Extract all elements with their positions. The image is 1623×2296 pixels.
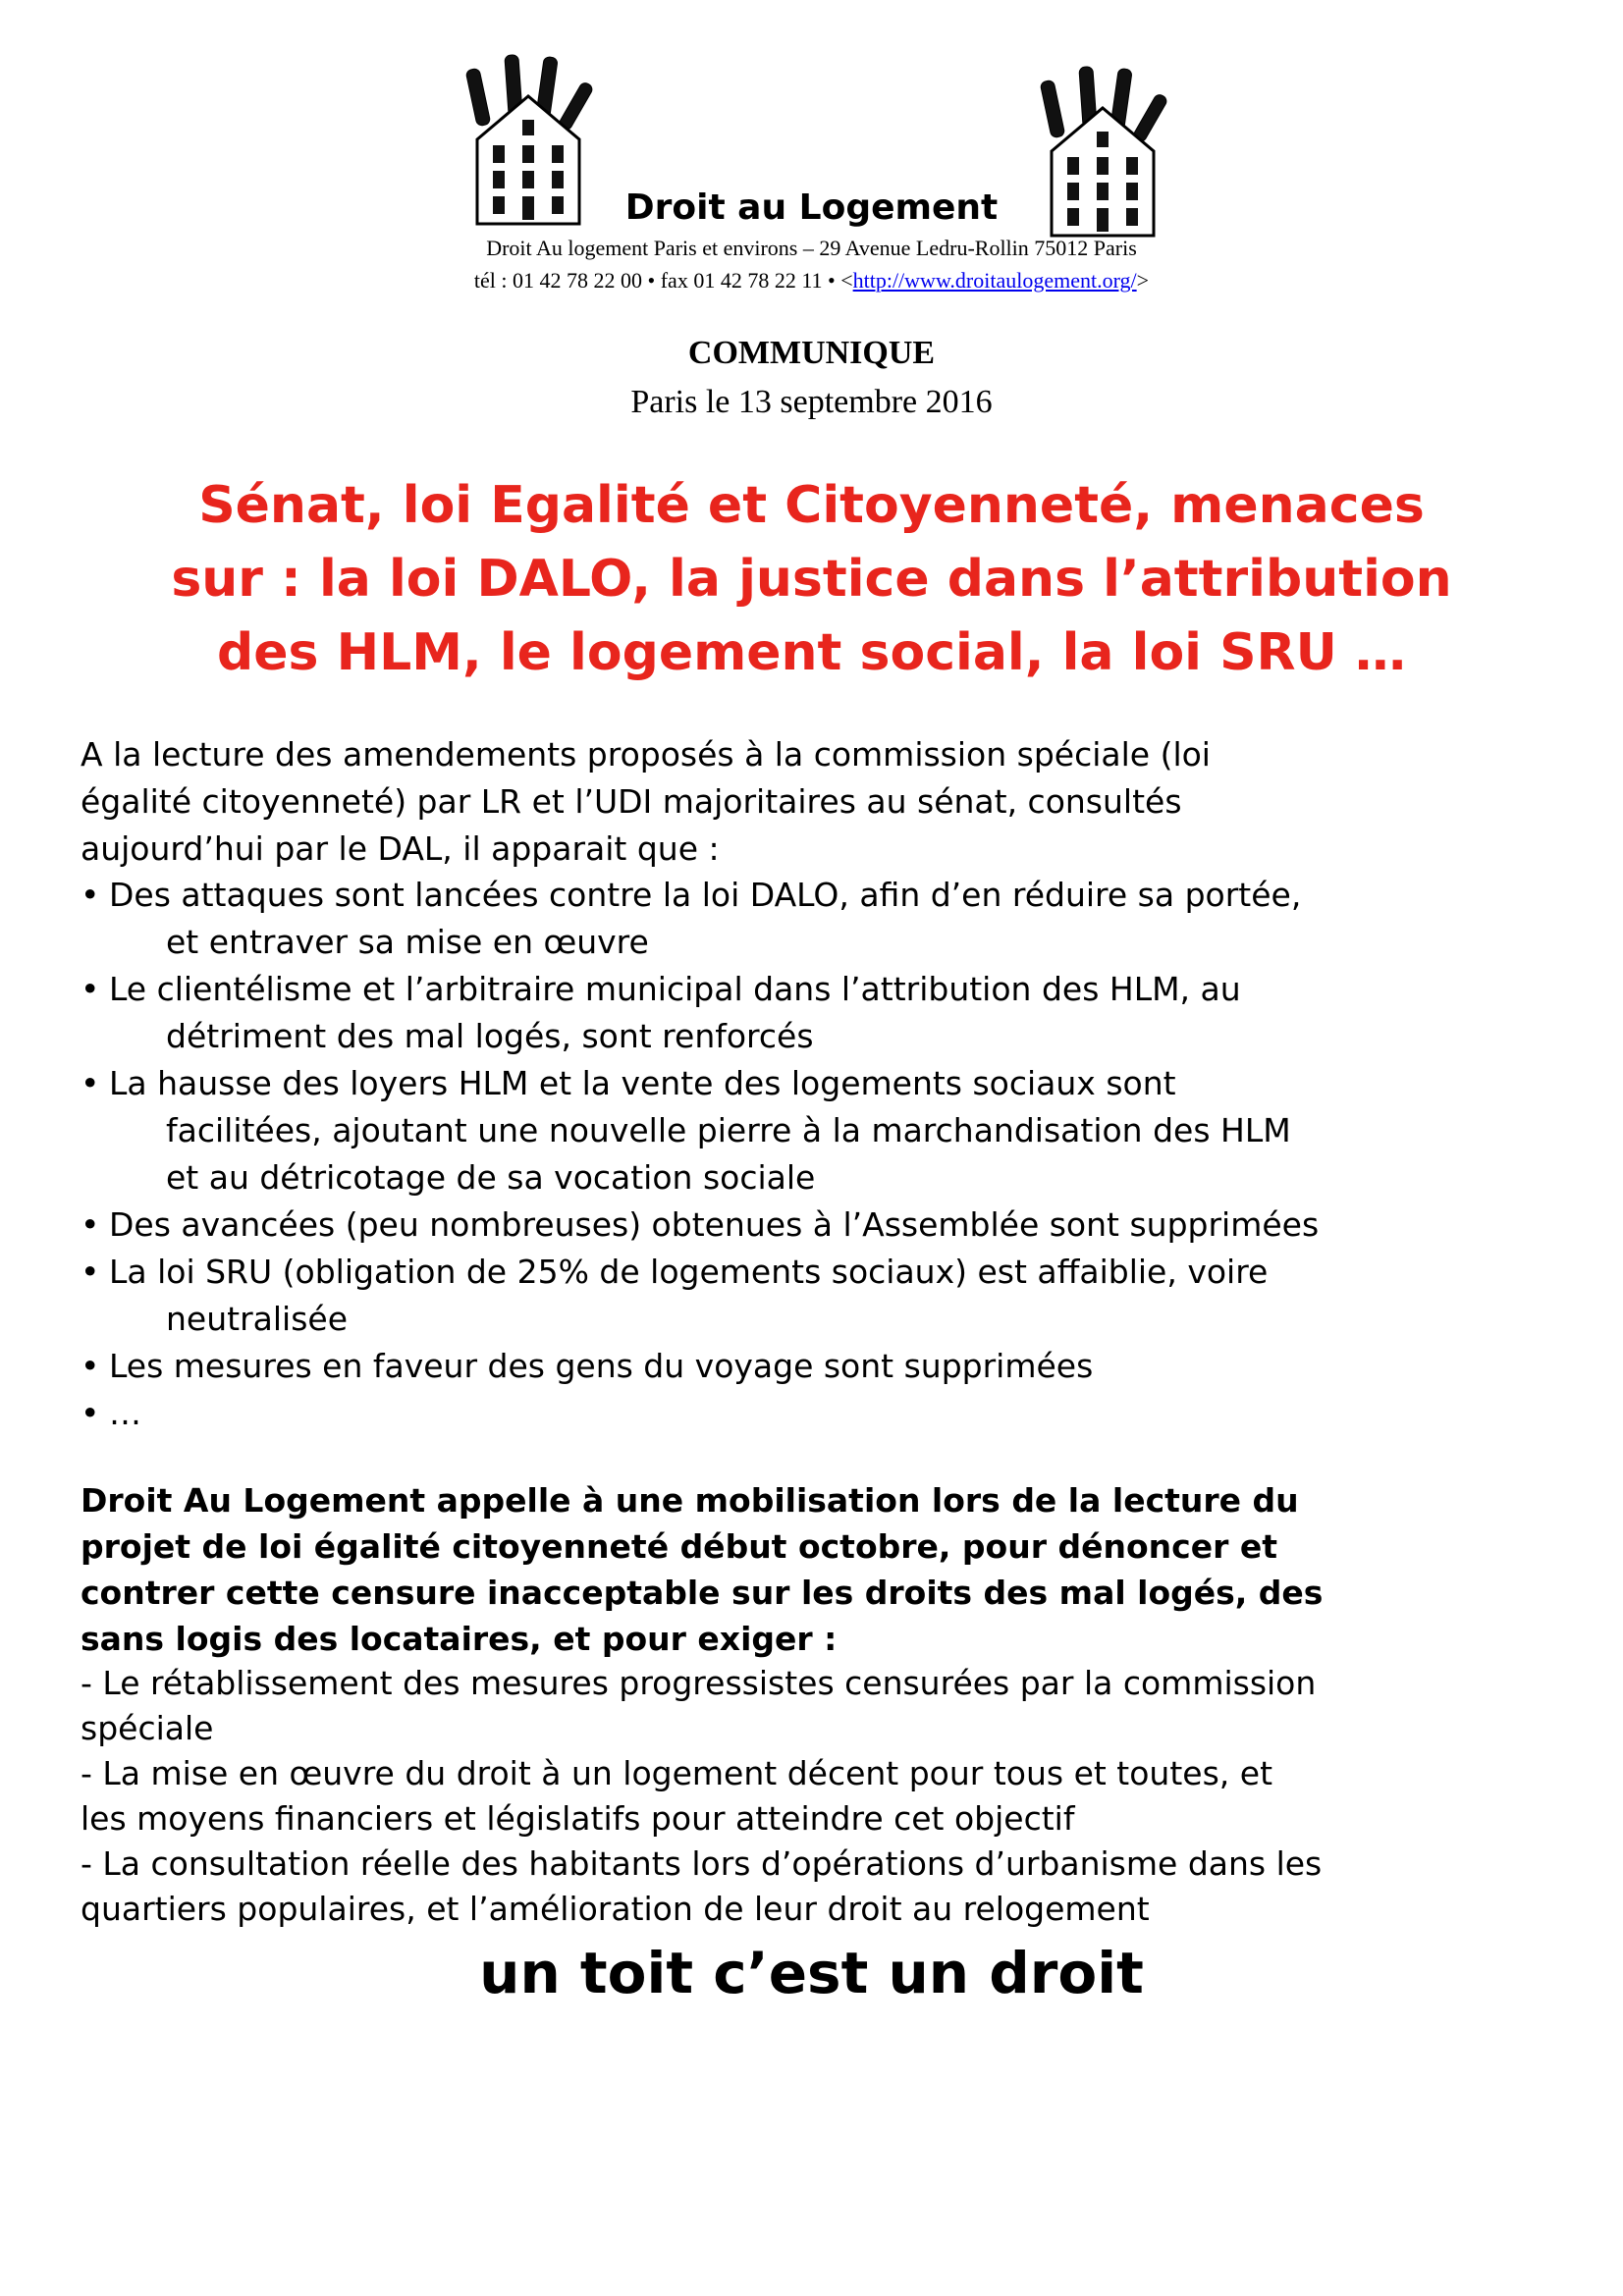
demand-item bbox=[81, 1751, 1573, 1842]
demand-line: les moyens financiers et législatifs pour atteindre cet objectif bbox=[81, 1799, 1075, 1838]
demand-line: quartiers populaires, et l’amélioration de leur droit au relogement bbox=[81, 1890, 1150, 1928]
list-item bbox=[81, 872, 1553, 966]
organization-contact bbox=[0, 268, 1623, 294]
list-item bbox=[81, 1343, 1553, 1390]
headline bbox=[88, 469, 1535, 690]
document-date: Paris le 13 septembre 2016 bbox=[630, 384, 993, 420]
list-item-text: Le clientélisme et l’arbitraire municipal dans l’attribution des HLM, au bbox=[109, 970, 1241, 1008]
website-link[interactable]: http://www.droitaulogement.org/ bbox=[852, 268, 1137, 293]
demand-item bbox=[81, 1661, 1573, 1751]
list-item-text: Des avancées (peu nombreuses) obtenues à l’Assemblée sont supprimées bbox=[109, 1205, 1320, 1244]
organization-address: Droit Au logement Paris et environs – 29 Avenue Ledru-Rollin 75012 Paris bbox=[486, 236, 1137, 260]
list-item-continuation: et entraver sa mise en œuvre bbox=[166, 923, 649, 961]
organization-name: Droit au Logement bbox=[624, 187, 999, 228]
findings-list bbox=[81, 872, 1553, 1437]
intro-line: égalité citoyenneté) par LR et l’UDI majoritaires au sénat, consultés bbox=[81, 782, 1182, 821]
list-item bbox=[81, 1390, 1553, 1437]
demand-line: - La consultation réelle des habitants lors d’opérations d’urbanisme dans les bbox=[81, 1844, 1323, 1883]
intro-line: aujourd’hui par le DAL, il apparait que : bbox=[81, 829, 720, 868]
slogan: un toit c’est un droit bbox=[479, 1940, 1144, 2006]
list-item-text: La hausse des loyers HLM et la vente des logements sociaux sont bbox=[109, 1064, 1176, 1102]
appeal-paragraph bbox=[81, 1477, 1573, 1662]
document-type: COMMUNIQUE bbox=[687, 335, 936, 371]
list-item-continuation: neutralisée bbox=[166, 1300, 348, 1338]
contact-suffix: > bbox=[1136, 268, 1150, 293]
list-item bbox=[81, 966, 1553, 1060]
demands-list bbox=[81, 1661, 1573, 1932]
headline-line: des HLM, le logement social, la loi SRU … bbox=[217, 623, 1406, 682]
demand-item bbox=[81, 1842, 1573, 1932]
intro-paragraph bbox=[81, 731, 1553, 873]
list-item-continuation: détriment des mal logés, sont renforcés bbox=[166, 1017, 814, 1055]
headline-line: Sénat, loi Egalité et Citoyenneté, menaces bbox=[198, 476, 1425, 535]
demand-line: spéciale bbox=[81, 1709, 214, 1747]
intro-line: A la lecture des amendements proposés à la commission spéciale (loi bbox=[81, 735, 1211, 774]
demand-line: - La mise en œuvre du droit à un logement décent pour tous et toutes, et bbox=[81, 1754, 1273, 1792]
list-item-text: La loi SRU (obligation de 25% de logements sociaux) est affaiblie, voire bbox=[109, 1253, 1269, 1291]
list-item-text: Les mesures en faveur des gens du voyage sont supprimées bbox=[109, 1347, 1094, 1385]
list-item bbox=[81, 1249, 1553, 1343]
appeal-line: Droit Au Logement appelle à une mobilisation lors de la lecture du bbox=[81, 1481, 1299, 1520]
list-item-text: … bbox=[109, 1394, 141, 1432]
appeal-line: projet de loi égalité citoyenneté début octobre, pour dénoncer et bbox=[81, 1527, 1278, 1566]
list-item bbox=[81, 1060, 1553, 1201]
list-item-continuation: et au détricotage de sa vocation sociale bbox=[166, 1158, 816, 1197]
contact-phone-fax: tél : 01 42 78 22 00 • fax 01 42 78 22 11 • < bbox=[473, 268, 853, 293]
headline-line: sur : la loi DALO, la justice dans l’attribution bbox=[171, 550, 1452, 609]
demand-line: - Le rétablissement des mesures progressistes censurées par la commission bbox=[81, 1664, 1317, 1702]
appeal-line: sans logis des locataires, et pour exiger : bbox=[81, 1620, 838, 1658]
list-item bbox=[81, 1201, 1553, 1249]
appeal-line: contrer cette censure inacceptable sur les droits des mal logés, des bbox=[81, 1574, 1324, 1612]
list-item-continuation: facilitées, ajoutant une nouvelle pierre à la marchandisation des HLM bbox=[166, 1111, 1291, 1149]
list-item-text: Des attaques sont lancées contre la loi DALO, afin d’en réduire sa portée, bbox=[109, 876, 1302, 914]
